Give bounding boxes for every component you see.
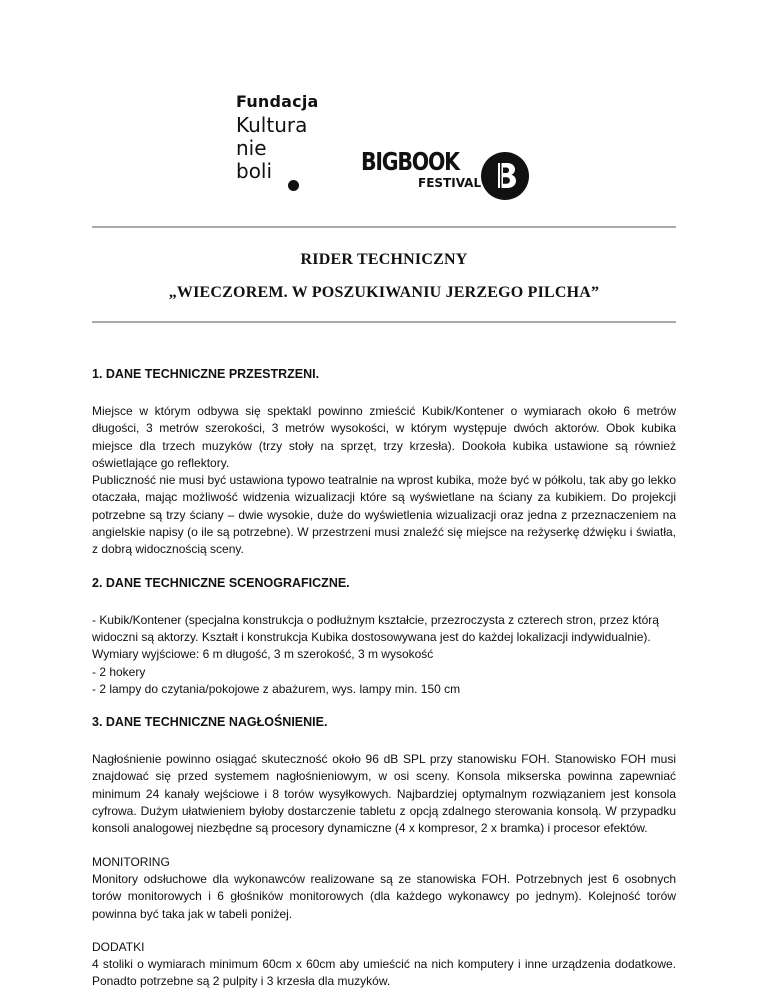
logo-nie-text: nie	[236, 136, 267, 160]
fundacja-logo	[236, 94, 319, 183]
festival-text: FESTIVAL	[418, 176, 482, 190]
logo-boli-text: boli	[236, 159, 273, 183]
section-3-paragraph: Nagłośnienie powinno osiągać skuteczność około 96 dB SPL przy stanowisku FOH. Stanowisko FOH musi znajdować się przed systemem nagłośnieniowym, w osi sceny. Konsola mikserska powinna zapewniać minimum 24 kanały wejściowe i 8 torów wysyłkowych. Najbardziej optymalnym rozwiązaniem jest konsola cyfrowa. Dużym ułatwieniem byłoby dostarczenie tabletu z opcją zdalnego sterowania konsolą. W przypadku konsoli analogowej niezbędne są procesory dynamiczne (4 x kompresor, 2 x bramka) i procesor efektów.	[92, 752, 676, 836]
section-2-item-dimensions: Wymiary wyjściowe: 6 m długość, 3 m szerokość, 3 m wysokość	[92, 647, 434, 662]
monitoring-text: Monitory odsłuchowe dla wykonawców realizowane są ze stanowiska FOH. Potrzebnych jest 6 osobnych torów monitorowych i 6 głośników monitorowych (dla każdego wykonawcy po jednym). Kolejność torów powinna być taka jak w tabeli poniżej.	[92, 871, 676, 921]
document-body	[92, 366, 676, 991]
bigbook-festival-logo	[361, 147, 482, 190]
page-subtitle: „WIECZOREM. W POSZUKIWANIU JERZEGO PILCHA”	[168, 284, 600, 301]
monitoring-label: MONITORING	[92, 854, 170, 869]
logo-dot-icon	[288, 180, 299, 191]
dodatki-label: DODATKI	[92, 939, 145, 954]
logo-kultura-text: Kultura	[236, 113, 308, 137]
header-divider-bottom	[92, 321, 676, 323]
section-heading-3: 3. DANE TECHNICZNE NAGŁOŚNIENIE.	[92, 715, 328, 730]
section-2-item-lampy: - 2 lampy do czytania/pokojowe z abażurem, wys. lampy min. 150 cm	[92, 681, 461, 696]
section-2-item-hokery: - 2 hokery	[92, 664, 146, 679]
section-heading-1: 1. DANE TECHNICZNE PRZESTRZENI.	[92, 367, 320, 381]
bigbook-text: BIGBOOK	[361, 147, 459, 176]
section-heading-2: 2. DANE TECHNICZNE SCENOGRAFICZNE.	[92, 575, 350, 590]
section-1-paragraph-1: Miejsce w którym odbywa się spektakl powinno zmieścić Kubik/Kontener o wymiarach około 6 metrów długości, 3 metrów szerokości, 3 metrów wysokości, w którym występuje dwóch aktorów. Obok kubika miejsce dla trzech muzyków (trzy stoły na sprzęt, trzy krzesła). Dookoła kubika ustawione są również oświetlające go reflektory.	[92, 404, 676, 470]
bigbook-b-emblem-icon	[478, 150, 530, 202]
section-1-paragraph-2: Publiczność nie musi być ustawiona typowo teatralnie na wprost kubika, może być w półkolu, tak aby go lekko otaczała, mając możliwość widzenia wizualizacji które są wyświetlane na ściany za kubikiem. Do projekcji potrzebne są trzy ściany – dwie wysokie, duże do wyświetlenia wizualizacji oraz jedna z przeznaczeniem na angielskie napisy (o ile są potrzebne). W przestrzeni musi znaleźć się miejsce na reżyserkę dźwięku i światła, z dobrą widocznością sceny.	[92, 473, 676, 557]
logo-fundacja-text: Fundacja	[236, 92, 319, 111]
section-2-item-kubik: - Kubik/Kontener (specjalna konstrukcja o podłużnym kształcie, przezroczysta z czterech stron, przez którą widoczni są aktorzy. Kształt i konstrukcja Kubika dostosowywana jest do każdej lokalizacji indywidualnie).	[92, 612, 659, 644]
page-title: RIDER TECHNICZNY	[300, 251, 468, 268]
dodatki-text: 4 stoliki o wymiarach minimum 60cm x 60cm aby umieścić na nich komputery i inne urządzenia dodatkowe. Ponadto potrzebne są 2 pulpity i 3 krzesła dla muzyków.	[92, 957, 676, 989]
header-divider-top	[92, 226, 676, 228]
